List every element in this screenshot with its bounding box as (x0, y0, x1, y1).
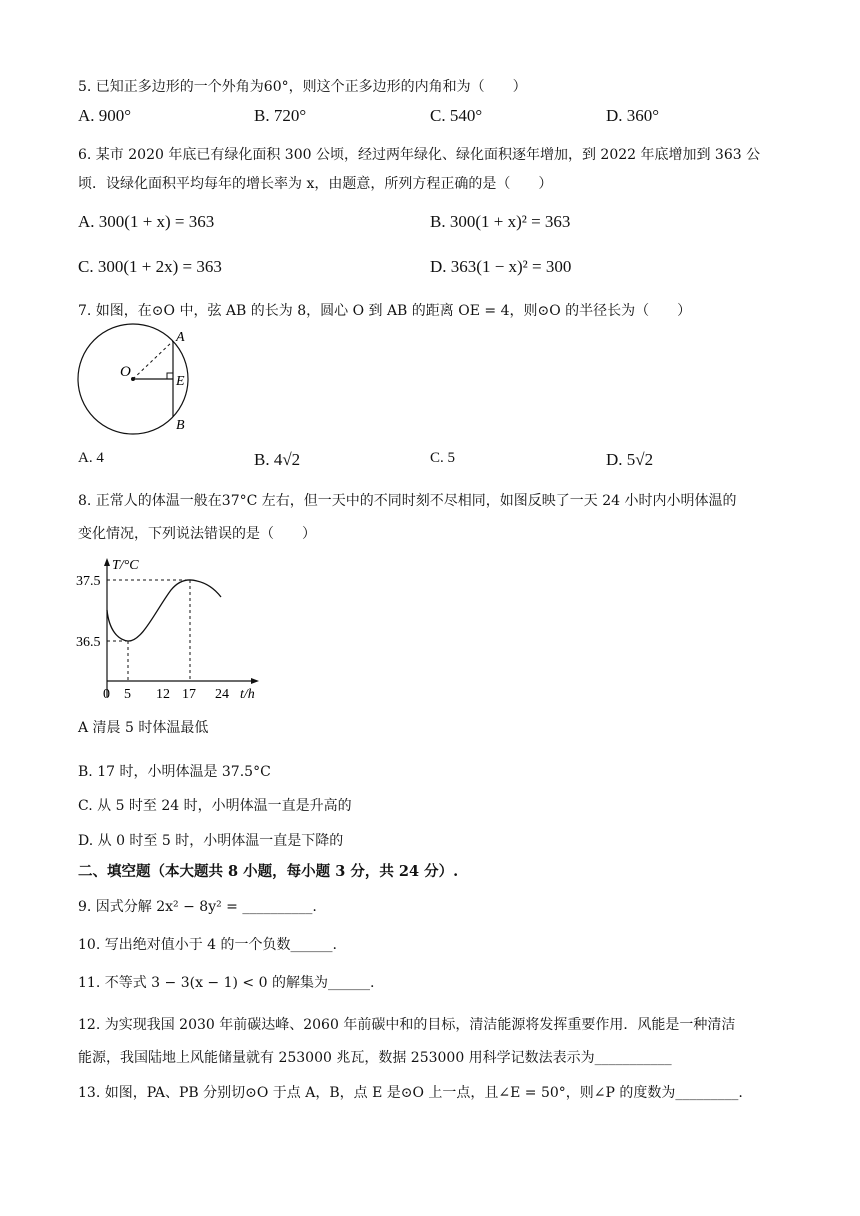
y-tick-36-5: 36.5 (76, 635, 101, 650)
q5-option-c: C. 540° (430, 106, 483, 125)
x-tick-17: 17 (182, 687, 196, 702)
right-angle-mark (167, 373, 173, 379)
x-tick-0: 0 (103, 687, 110, 702)
q6-stem-line2: 顷．设绿化面积平均每年的增长率为 x，由题意，所列方程正确的是（ ） (78, 176, 553, 192)
q8-stem-line2: 变化情况，下列说法错误的是（ ） (78, 526, 316, 542)
label-a: A (176, 330, 185, 345)
q5-option-d: D. 360° (606, 106, 660, 125)
q7-circle-figure (72, 322, 202, 438)
center-point (131, 377, 135, 381)
q8-option-a: A 清晨 5 时体温最低 (78, 720, 209, 736)
q6-option-c: C. 300(1 + 2x) = 363 (78, 257, 222, 276)
q7-stem: 7. 如图，在⊙O 中，弦 AB 的长为 8，圆心 O 到 AB 的距离 OE = 4，则⊙O 的半径长为（ ） (78, 303, 692, 319)
label-o: O (120, 364, 131, 380)
q7-option-a: A. 4 (78, 450, 104, 466)
q8-option-b: B. 17 时，小明体温是 37.5°C (78, 764, 271, 780)
x-axis-label: t/h (240, 687, 255, 702)
q7-option-d: D. 5√2 (606, 450, 654, 469)
q12-line2: 能源，我国陆地上风能储量就有 253000 兆瓦，数据 253000 用科学记数法表示为___________ (78, 1050, 672, 1066)
x-axis-arrow (251, 678, 259, 684)
q7-option-b: B. 4√2 (254, 450, 301, 469)
y-axis-label: T/°C (112, 558, 139, 573)
q8-stem-line1: 8. 正常人的体温一般在37°C 左右，但一天中的不同时刻不尽相同，如图反映了一天 24 小时内小明体温的 (78, 493, 737, 509)
q8-temperature-graph (76, 555, 276, 703)
y-tick-37-5: 37.5 (76, 574, 101, 589)
q6-stem-line1: 6. 某市 2020 年底已有绿化面积 300 公顷，经过两年绿化、绿化面积逐年增加，到 2022 年底增加到 363 公 (78, 147, 761, 163)
q12-line1: 12. 为实现我国 2030 年前碳达峰、2060 年前碳中和的目标，清洁能源将发挥重要作用．风能是一种清洁 (78, 1017, 736, 1033)
temperature-curve (107, 580, 221, 641)
q5-stem: 5. 已知正多边形的一个外角为60°，则这个正多边形的内角和为（ ） (78, 79, 527, 95)
q5-option-a: A. 900° (78, 106, 132, 125)
q9: 9. 因式分解 2x² − 8y² = __________. (78, 899, 317, 915)
q11: 11. 不等式 3 − 3(x − 1) < 0 的解集为______. (78, 975, 375, 991)
q6-option-b: B. 300(1 + x)² = 363 (430, 212, 571, 231)
section-2-heading: 二、填空题（本大题共 8 小题，每小题 3 分，共 24 分）. (78, 863, 459, 880)
x-tick-24: 24 (215, 687, 229, 702)
q6-option-d: D. 363(1 − x)² = 300 (430, 257, 572, 276)
q7-option-c: C. 5 (430, 450, 456, 466)
q13: 13. 如图，PA、PB 分别切⊙O 于点 A，B，点 E 是⊙O 上一点，且∠E = 50°，则∠P 的度数为_________. (78, 1085, 743, 1101)
x-tick-12: 12 (156, 687, 170, 702)
q5-option-b: B. 720° (254, 106, 307, 125)
label-e: E (176, 374, 185, 389)
q10: 10. 写出绝对值小于 4 的一个负数______. (78, 937, 337, 953)
x-tick-5: 5 (124, 687, 131, 702)
q8-option-c: C. 从 5 时至 24 时，小明体温一直是升高的 (78, 798, 352, 814)
q8-option-d: D. 从 0 时至 5 时，小明体温一直是下降的 (78, 833, 344, 849)
q6-option-a: A. 300(1 + x) = 363 (78, 212, 215, 231)
y-axis-arrow (104, 558, 110, 566)
label-b: B (176, 418, 185, 433)
